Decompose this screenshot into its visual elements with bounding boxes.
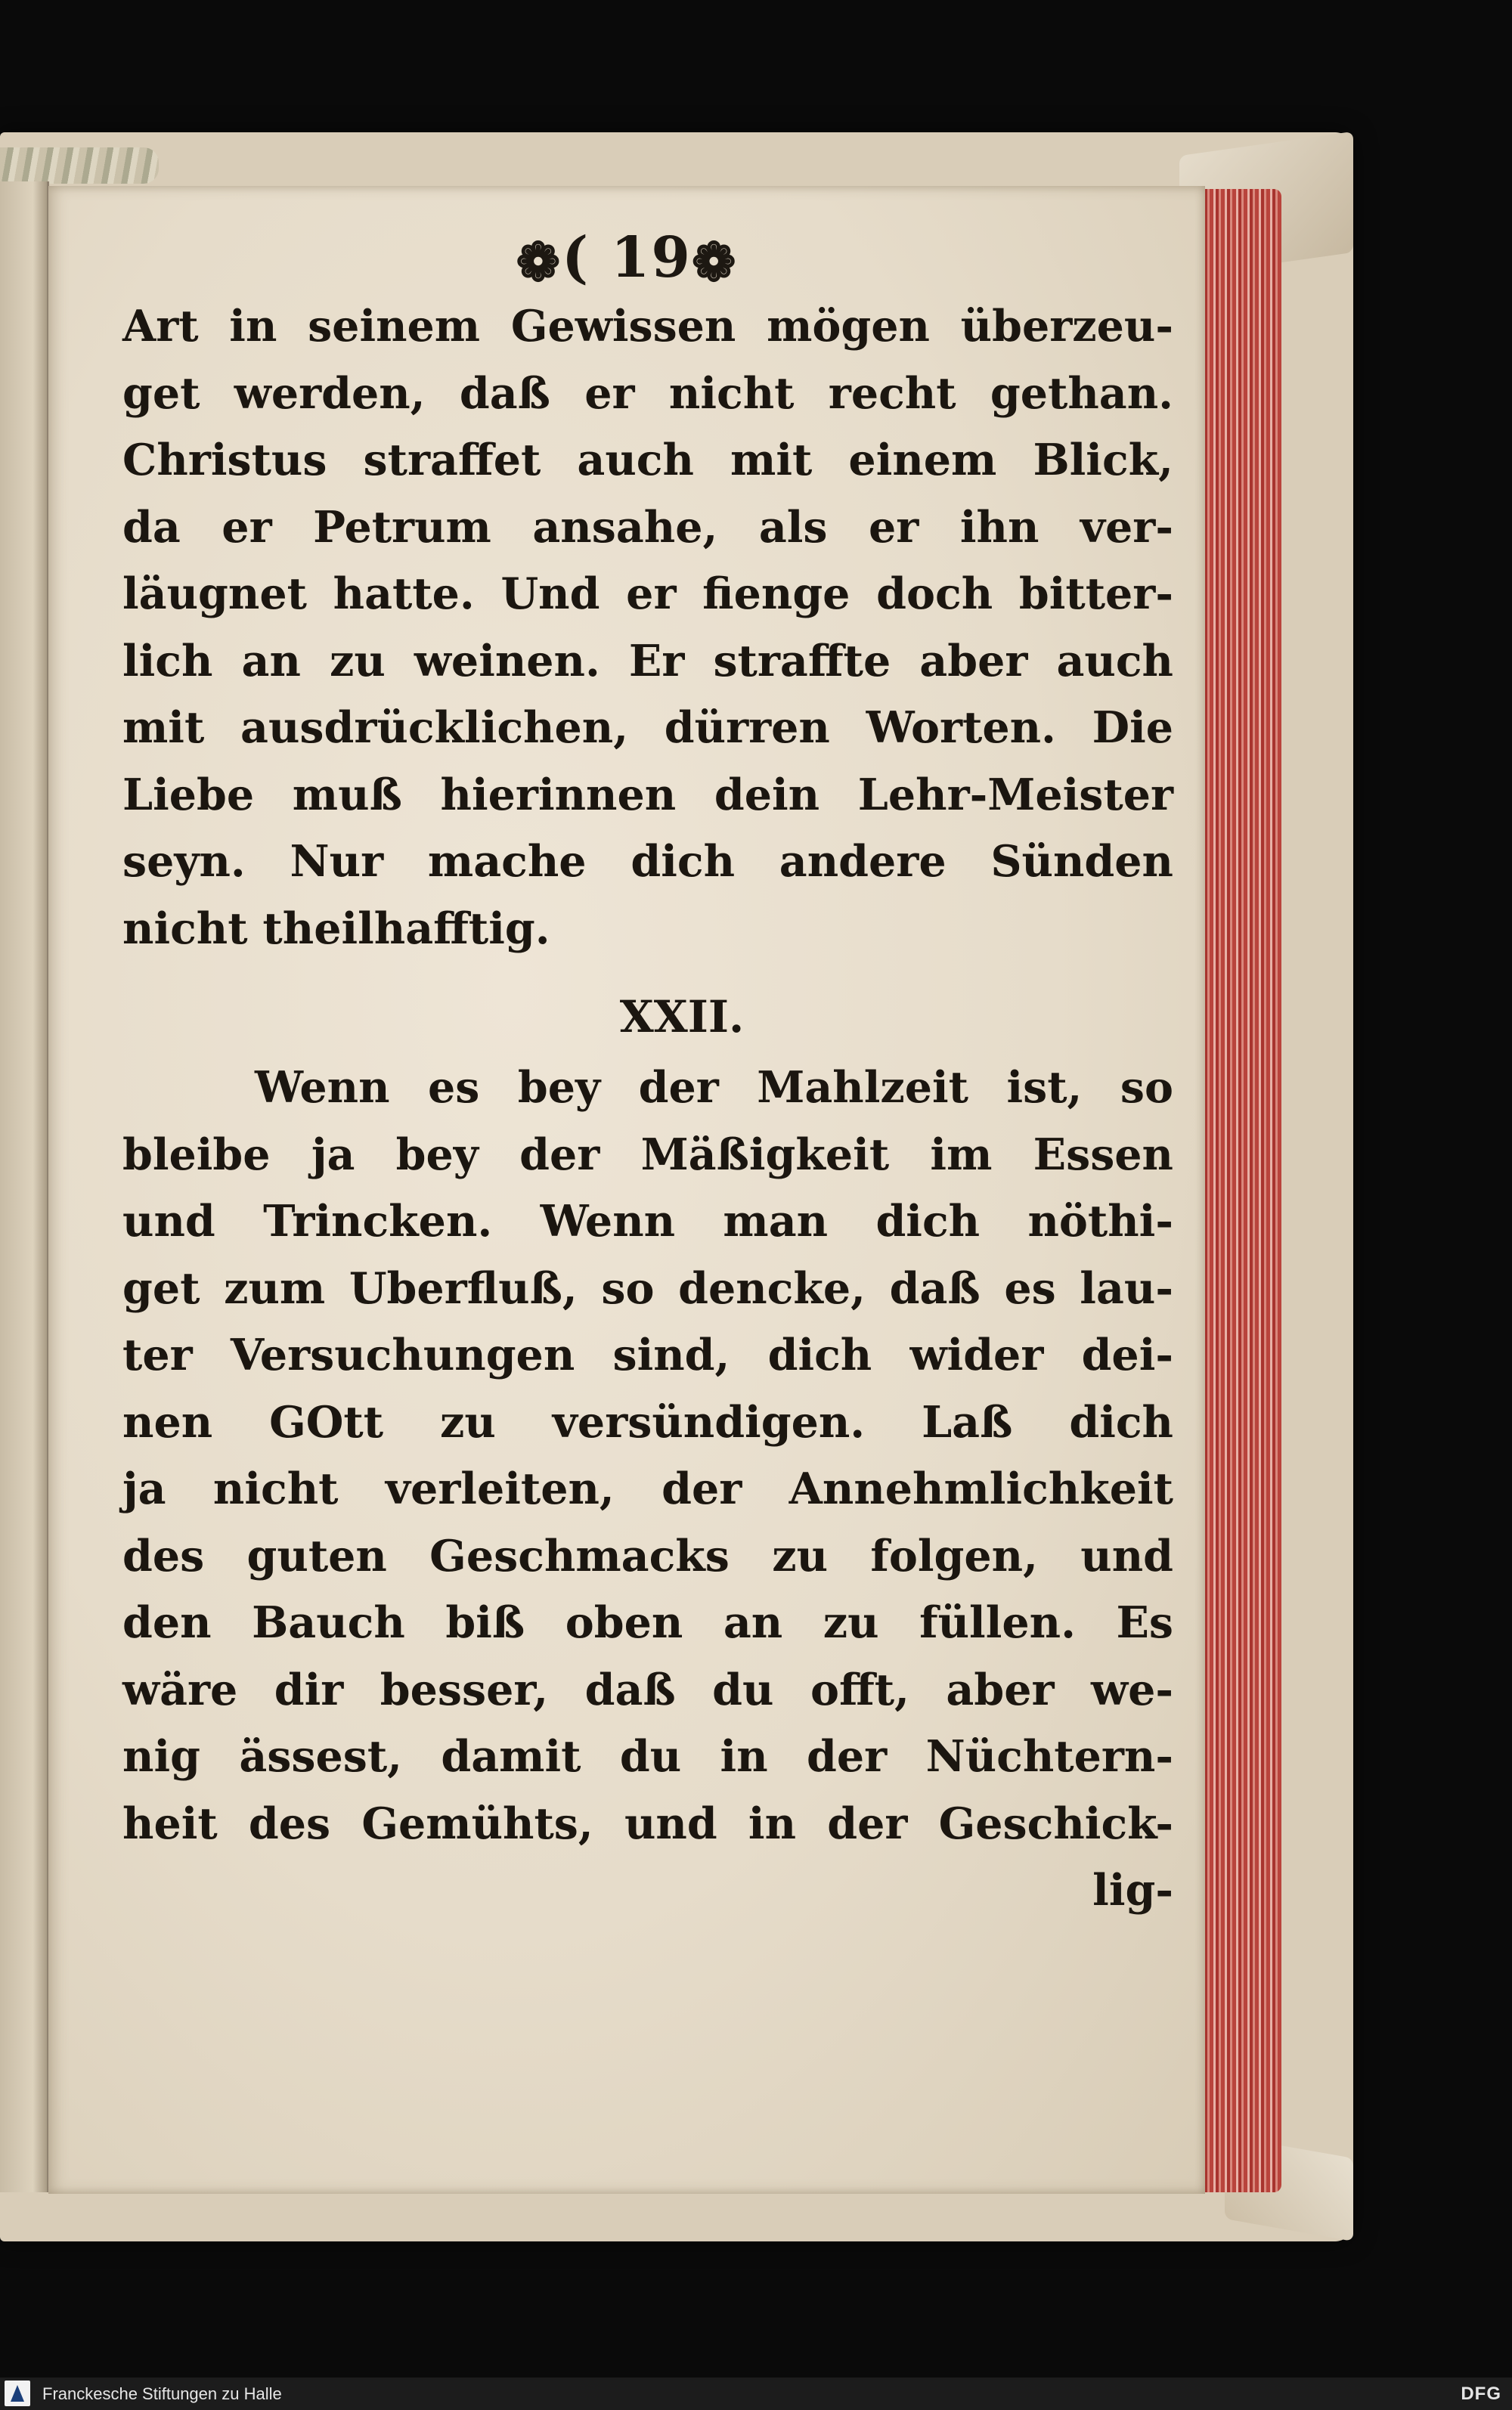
- text-line: nen GOtt zu versündigen. Laß dich: [122, 1396, 1173, 1448]
- text-line: bleibe ja bey der Mäßigkeit im Essen: [122, 1129, 1173, 1180]
- text-line: da er Petrum ansahe, als er ihn ver-: [122, 501, 1173, 553]
- page-header: [48, 225, 1205, 293]
- institution-label: Franckesche Stiftungen zu Halle: [42, 2384, 282, 2403]
- text-line: get werden, daß er nicht recht gethan.: [122, 367, 1173, 419]
- previous-page-edge: [0, 181, 49, 2192]
- text-line: den Bauch biß oben an zu füllen. Es: [122, 1597, 1173, 1648]
- binding-thread: [0, 147, 159, 184]
- text-line: nicht theilhafftig.: [122, 903, 550, 954]
- text-line: des guten Geschmacks zu folgen, und: [122, 1530, 1173, 1581]
- text-line: und Trincken. Wenn man dich nöthi-: [122, 1196, 1173, 1247]
- ornament-right-icon: ❁: [691, 231, 738, 293]
- text-line: ja nicht verleiten, der Annehmlichkeit: [122, 1464, 1173, 1514]
- institution-logo-icon: [5, 2381, 30, 2406]
- page-number: ( 19: [562, 225, 692, 290]
- text-line: ter Versuchungen sind, dich wider dei-: [122, 1330, 1173, 1380]
- page-text: [122, 293, 1173, 1925]
- book-page: [48, 186, 1205, 2194]
- text-line: lich an zu weinen. Er straffte aber auch: [122, 635, 1173, 686]
- text-line: Christus straffet auch mit einem Blick,: [122, 435, 1173, 485]
- text-line: läugnet hatte. Und er fienge doch bitter-: [122, 568, 1173, 619]
- viewer-footer: [0, 2377, 1512, 2410]
- text-line: seyn. Nur mache dich andere Sünden: [122, 836, 1173, 887]
- dfg-logo: DFG: [1461, 2384, 1501, 2404]
- section-heading: XXII.: [619, 991, 745, 1042]
- ornament-left-icon: ❁: [516, 231, 562, 293]
- text-line: Liebe muß hierinnen dein Lehr-Meister: [122, 769, 1173, 820]
- text-line: Wenn es bey der Mahlzeit ist, so: [255, 1062, 1173, 1113]
- text-line: heit des Gemühts, und in der Geschick-: [122, 1798, 1173, 1849]
- catchword: lig-: [1092, 1865, 1173, 1916]
- text-line: wäre dir besser, daß du offt, aber we-: [122, 1664, 1173, 1715]
- red-page-edges: [1198, 189, 1281, 2192]
- text-line: nig ässest, damit du in der Nüchtern-: [122, 1731, 1173, 1782]
- text-line: get zum Uberfluß, so dencke, daß es lau-: [122, 1262, 1173, 1314]
- text-line: mit ausdrücklichen, dürren Worten. Die: [122, 702, 1173, 753]
- text-line: Art in seinem Gewissen mögen überzeu-: [122, 301, 1173, 352]
